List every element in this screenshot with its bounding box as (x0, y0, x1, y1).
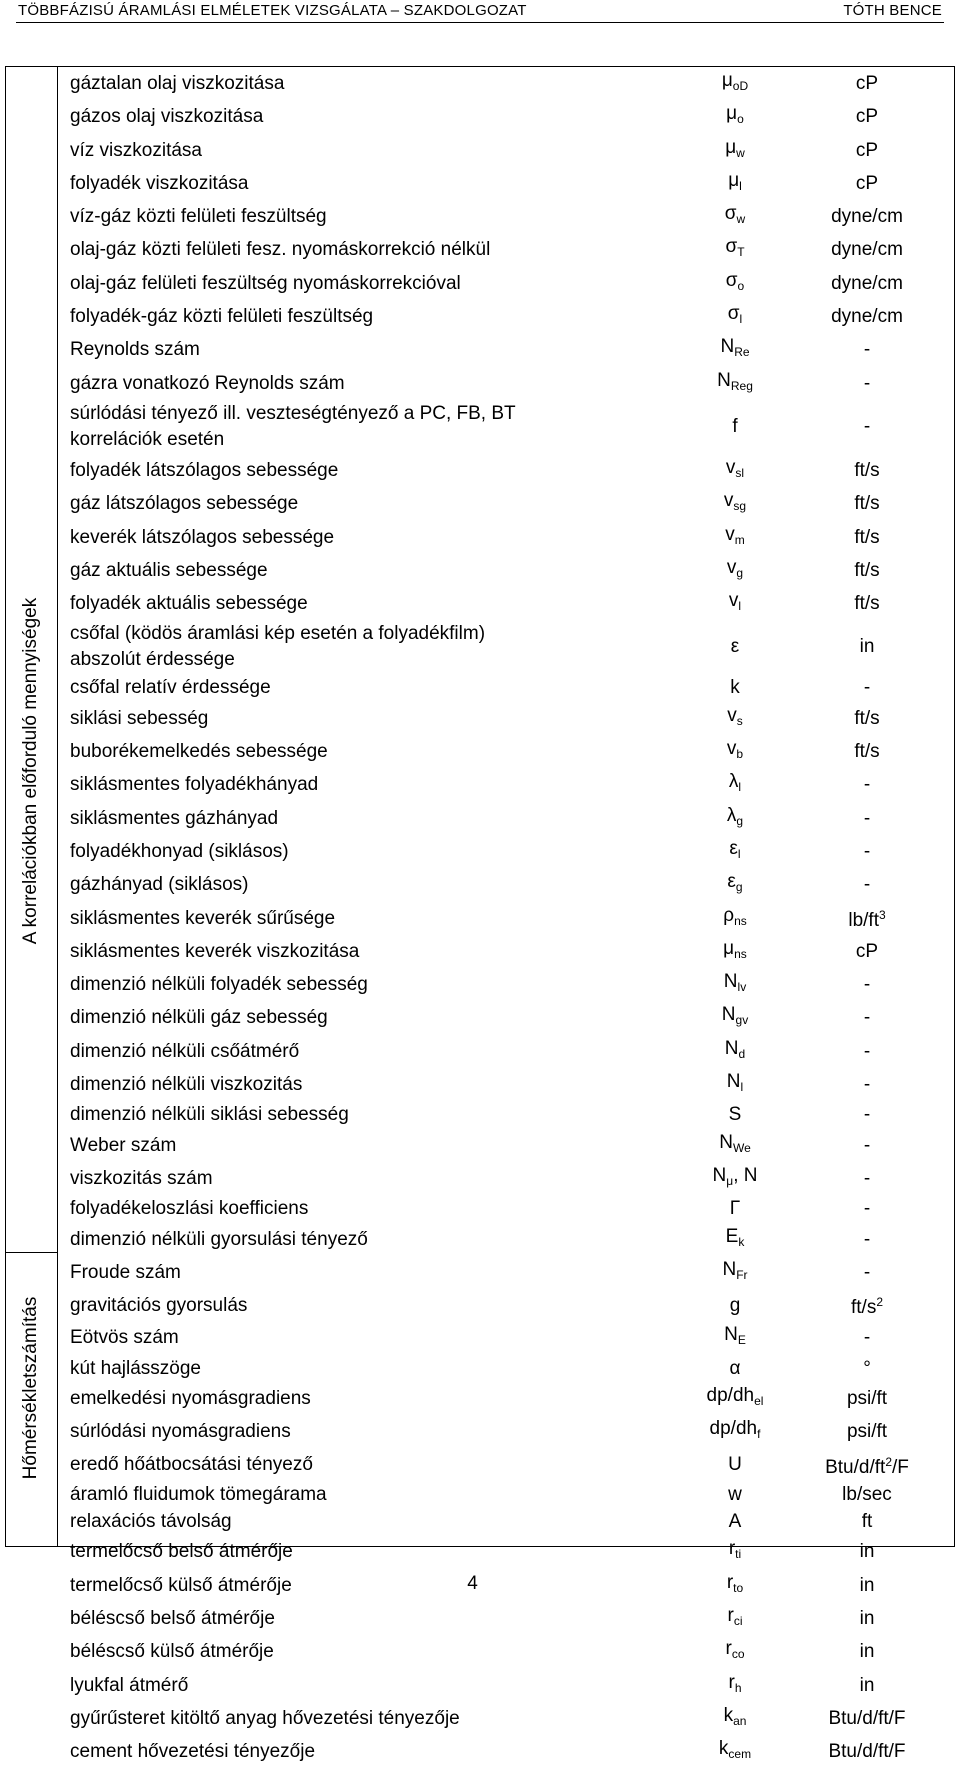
quantity-symbol: $\sigma_o$ (725, 269, 745, 293)
quantity-unit: - (863, 1167, 871, 1189)
table-row (58, 702, 954, 735)
quantity-unit: - (863, 840, 871, 862)
quantity-name: súrlódási nyomásgradiens (70, 1421, 291, 1443)
table-row (58, 1101, 954, 1128)
table-row (58, 768, 954, 801)
quantity-name: folyadékeloszlási koefficiens (70, 1198, 309, 1220)
quantity-unit: cP (855, 172, 879, 194)
page-header (0, 0, 960, 24)
quantity-name: gáztalan olaj viszkozitása (70, 73, 285, 94)
quantity-name: buborékemelkedés sebessége (70, 741, 328, 763)
quantity-unit: in (859, 1574, 875, 1596)
quantity-name: gázhányad (siklásos) (70, 874, 249, 896)
quantity-unit: dyne/cm (831, 206, 903, 228)
quantity-unit: ft (861, 1511, 873, 1533)
quantity-unit: - (863, 677, 871, 699)
quantity-name: víz viszkozitása (70, 139, 202, 161)
header-rule (16, 22, 944, 23)
quantity-name: lyukfal átmérő (70, 1674, 189, 1696)
quantity-unit: - (863, 1104, 871, 1126)
quantity-unit: Btu/d/ft/F (828, 1707, 906, 1729)
quantity-name: relaxációs távolság (70, 1511, 232, 1533)
quantity-name: folyadék viszkozitása (70, 172, 249, 194)
table-row (58, 802, 954, 835)
quantity-symbol: $dp/dh_f$ (709, 1418, 761, 1442)
header-title: TÖBBFÁZISÚ ÁRAMLÁSI ELMÉLETEK VIZSGÁLATA – SZAKDOLGOZAT (18, 2, 527, 19)
table-row (58, 67, 954, 100)
table-row (58, 400, 954, 454)
quantity-symbol: $r_{ci}$ (727, 1605, 743, 1629)
table-row (58, 1735, 954, 1768)
quantity-symbol: $v_b$ (726, 738, 744, 762)
quantity-symbol: S (728, 1104, 742, 1126)
quantity-name: folyadék aktuális sebessége (70, 593, 308, 615)
quantity-name: gravitációs gyorsulás (70, 1294, 248, 1316)
quantity-name: folyadék látszólagos sebessége (70, 459, 339, 481)
quantity-symbol: k (730, 677, 740, 699)
table-row (58, 968, 954, 1001)
table-row (58, 1223, 954, 1256)
table-row (58, 454, 954, 487)
quantity-unit: dyne/cm (831, 306, 903, 328)
quantity-name: dimenzió nélküli csőátmérő (70, 1040, 300, 1062)
quantity-name: kút hajlásszöge (70, 1357, 201, 1379)
quantity-name: keverék látszólagos sebessége (70, 526, 335, 548)
table-row (58, 1355, 954, 1382)
quantity-symbol: $k_{cem}$ (718, 1738, 752, 1762)
parameter-table (58, 67, 954, 1769)
quantity-unit: cP (855, 73, 879, 94)
quantity-unit: - (863, 1228, 871, 1250)
quantity-symbol: $r_{ti}$ (728, 1538, 742, 1562)
quantity-symbol: $k_{an}$ (723, 1704, 747, 1728)
table-row (58, 1508, 954, 1535)
table-row (58, 1602, 954, 1635)
table-row (58, 1702, 954, 1735)
group-label-correlations: A korrelációkban előforduló mennyiségek (20, 597, 41, 945)
quantity-unit: ft/s (854, 493, 880, 515)
quantity-symbol: ε (730, 636, 740, 658)
table-row (58, 554, 954, 587)
quantity-name: siklásmentes keverék viszkozitása (70, 940, 360, 962)
quantity-symbol: w (728, 1483, 742, 1505)
quantity-unit: - (863, 874, 871, 896)
table-row (58, 521, 954, 554)
quantity-unit: - (863, 974, 871, 996)
table-row (58, 868, 954, 901)
quantity-symbol: $v_s$ (727, 704, 743, 728)
quantity-name: Reynolds szám (70, 339, 200, 361)
quantity-unit: ft/s (854, 459, 880, 481)
quantity-unit: - (863, 1198, 871, 1220)
quantity-symbol: $N_E$ (724, 1324, 746, 1348)
quantity-unit: ft/s (854, 559, 880, 581)
table-row (58, 674, 954, 701)
quantity-unit: - (863, 339, 871, 361)
quantity-symbol: $\varepsilon_g$ (727, 871, 743, 895)
quantity-name: siklásmentes gázhányad (70, 807, 279, 829)
table-row (58, 1289, 954, 1321)
quantity-name: dimenzió nélküli gáz sebesség (70, 1007, 328, 1029)
quantity-symbol: $\rho_{ns}$ (723, 904, 747, 928)
quantity-symbol: $\lambda_g$ (726, 804, 744, 828)
quantity-symbol: $\sigma_w$ (724, 203, 746, 227)
table-row (58, 367, 954, 400)
quantity-unit: $lb/ft^3$ (848, 908, 886, 932)
group-label-temperature: Hőmérsékletszámítás (20, 1296, 41, 1480)
quantity-symbol: $r_{co}$ (725, 1638, 745, 1662)
table-row (58, 1382, 954, 1415)
quantity-symbol: $N_\mu$, N (712, 1164, 758, 1188)
quantity-symbol: $N_{Fr}$ (722, 1258, 748, 1282)
quantity-name: cement hővezetési tényezője (70, 1741, 316, 1763)
table-row (58, 1481, 954, 1508)
table-row (58, 167, 954, 200)
sidebar-divider-horizontal (5, 1252, 57, 1253)
quantity-symbol: $N_{lv}$ (723, 971, 747, 995)
quantity-symbol: f (732, 415, 738, 437)
quantity-unit: in (859, 1641, 875, 1663)
quantity-symbol: Γ (729, 1198, 741, 1220)
table-row (58, 487, 954, 520)
quantity-symbol: $r_{to}$ (726, 1571, 744, 1595)
quantity-name: dimenzió nélküli folyadék sebesség (70, 974, 368, 996)
quantity-symbol: $\lambda_l$ (728, 771, 742, 795)
quantity-unit: - (863, 1134, 871, 1156)
table-row (58, 333, 954, 366)
quantity-symbol: $N_d$ (724, 1037, 746, 1061)
table-row (58, 233, 954, 266)
table-row (58, 835, 954, 868)
quantity-symbol: $v_g$ (726, 556, 744, 580)
table-row (58, 1669, 954, 1702)
quantity-unit: in (859, 636, 875, 658)
quantity-unit: - (863, 415, 871, 437)
quantity-symbol: g (729, 1294, 741, 1316)
quantity-symbol: $N_l$ (726, 1071, 744, 1095)
table-row (58, 134, 954, 167)
quantity-symbol: $N_{We}$ (719, 1131, 751, 1155)
table-row (58, 200, 954, 233)
quantity-symbol: $v_{sg}$ (723, 490, 747, 514)
quantity-name: gázos olaj viszkozitása (70, 106, 264, 128)
quantity-name: béléscső külső átmérője (70, 1641, 274, 1663)
quantity-name: siklásmentes folyadékhányad (70, 774, 319, 796)
quantity-name: Eötvös szám (70, 1327, 179, 1349)
quantity-symbol: $v_{sl}$ (725, 456, 745, 480)
quantity-unit: psi/ft (846, 1387, 888, 1409)
quantity-symbol: α (729, 1357, 741, 1379)
quantity-name: Froude szám (70, 1261, 181, 1283)
quantity-symbol: A (728, 1511, 742, 1533)
quantity-name: termelőcső belső átmérője (70, 1541, 293, 1563)
quantity-name: áramló fluidumok tömegárama (70, 1483, 327, 1505)
quantity-name: viszkozitás szám (70, 1167, 213, 1189)
quantity-unit: - (863, 1007, 871, 1029)
quantity-name: béléscső belső átmérője (70, 1608, 275, 1630)
quantity-unit: in (859, 1674, 875, 1696)
quantity-unit: ft/s (854, 741, 880, 763)
quantity-name: gyűrűsteret kitöltő anyag hővezetési tényezője (70, 1707, 460, 1729)
quantity-symbol: $\mu_l$ (728, 169, 742, 193)
quantity-symbol: $\mu_w$ (725, 136, 745, 160)
quantity-unit: - (863, 1261, 871, 1283)
quantity-unit: psi/ft (846, 1421, 888, 1443)
quantity-name: olaj-gáz közti felületi fesz. nyomáskorrekció nélkül (70, 239, 491, 261)
table-row (58, 1035, 954, 1068)
quantity-unit: - (863, 372, 871, 394)
quantity-name: siklásmentes keverék sűrűsége (70, 907, 336, 929)
quantity-symbol: $\varepsilon_l$ (729, 837, 741, 861)
quantity-unit: cP (855, 940, 879, 962)
quantity-symbol: $N_{Reg}$ (717, 369, 753, 393)
quantity-unit: ft/s (854, 707, 880, 729)
table-row (58, 1321, 954, 1354)
quantity-symbol: $N_{Re}$ (720, 336, 750, 360)
header-author: TÓTH BENCE (843, 2, 942, 19)
table-row (58, 1195, 954, 1222)
quantity-symbol: $v_l$ (728, 590, 742, 614)
quantity-unit: in (859, 1541, 875, 1563)
quantity-symbol: $\sigma_l$ (727, 303, 743, 327)
table-row (58, 1449, 954, 1481)
quantity-unit: Btu/$d/ft^2/F$ (825, 1454, 909, 1478)
table-row (58, 735, 954, 768)
quantity-symbol: $\mu_o$ (726, 103, 744, 127)
quantity-symbol: $\mu_{ns}$ (723, 937, 747, 961)
quantity-symbol: $\sigma_T$ (725, 236, 745, 260)
quantity-unit: dyne/cm (831, 272, 903, 294)
quantity-name: csőfal (ködös áramlási kép esetén a folyadékfilm) abszolút érdessége (70, 623, 486, 671)
table-row (58, 1535, 954, 1568)
quantity-unit: - (863, 1327, 871, 1349)
quantity-name: dimenzió nélküli gyorsulási tényező (70, 1228, 368, 1250)
quantity-symbol: U (728, 1454, 742, 1476)
table-row (58, 1001, 954, 1034)
quantity-name: gáz látszólagos sebessége (70, 493, 299, 515)
page-number: 4 (467, 1573, 478, 1594)
quantity-name: csőfal relatív érdessége (70, 677, 271, 699)
quantity-name: termelőcső külső átmérője (70, 1574, 292, 1596)
table-row (58, 300, 954, 333)
group-sidebar (5, 66, 57, 1547)
quantity-name: gázra vonatkozó Reynolds szám (70, 372, 345, 394)
quantity-unit: cP (855, 139, 879, 161)
quantity-unit: - (863, 807, 871, 829)
table-row (58, 1129, 954, 1162)
quantity-name: dimenzió nélküli viszkozitás (70, 1074, 303, 1096)
quantity-unit: - (863, 774, 871, 796)
quantity-name: folyadék-gáz közti felületi feszültség (70, 306, 374, 328)
quantity-name: Weber szám (70, 1134, 177, 1156)
table-row (58, 1256, 954, 1289)
quantity-unit: - (863, 1040, 871, 1062)
quantity-name: víz-gáz közti felületi feszültség (70, 206, 327, 228)
quantity-name: folyadékhonyad (siklásos) (70, 840, 289, 862)
quantity-symbol: $r_h$ (728, 1671, 742, 1695)
quantity-unit: ft/s (854, 593, 880, 615)
quantity-name: olaj-gáz felületi feszültség nyomáskorrekcióval (70, 272, 461, 294)
quantity-unit: lb/sec (842, 1483, 892, 1505)
table-row (58, 620, 954, 674)
quantity-name: siklási sebesség (70, 707, 209, 729)
table-row (58, 1162, 954, 1195)
quantity-name: dimenzió nélküli siklási sebesség (70, 1104, 349, 1126)
quantity-name: eredő hőátbocsátási tényező (70, 1454, 313, 1476)
table-row (58, 587, 954, 620)
quantity-symbol: $N_{gv}$ (721, 1004, 749, 1028)
table-row (58, 1415, 954, 1448)
table-row (58, 267, 954, 300)
quantity-unit: in (859, 1608, 875, 1630)
table-row (58, 902, 954, 935)
quantity-symbol: $E_k$ (725, 1225, 745, 1249)
quantity-symbol: $v_m$ (725, 523, 745, 547)
quantity-unit: dyne/cm (831, 239, 903, 261)
quantity-unit: Btu/d/ft/F (828, 1741, 906, 1763)
quantity-name: súrlódási tényező ill. veszteségtényező a PC, FB, BT korrelációk esetén (70, 402, 516, 450)
quantity-symbol: $dp/dh_{el}$ (706, 1384, 764, 1408)
table-row (58, 100, 954, 133)
quantity-unit: ° (863, 1357, 871, 1379)
quantity-unit: - (863, 1074, 871, 1096)
quantity-name: emelkedési nyomásgradiens (70, 1387, 311, 1409)
table-row (58, 935, 954, 968)
quantity-symbol: $\mu_{oD}$ (721, 70, 749, 93)
table-row (58, 1068, 954, 1101)
quantity-unit: $ft/s^2$ (850, 1295, 884, 1319)
quantity-unit: ft/s (854, 526, 880, 548)
table-row (58, 1635, 954, 1668)
quantity-name: gáz aktuális sebessége (70, 559, 268, 581)
quantity-unit: cP (855, 106, 879, 128)
